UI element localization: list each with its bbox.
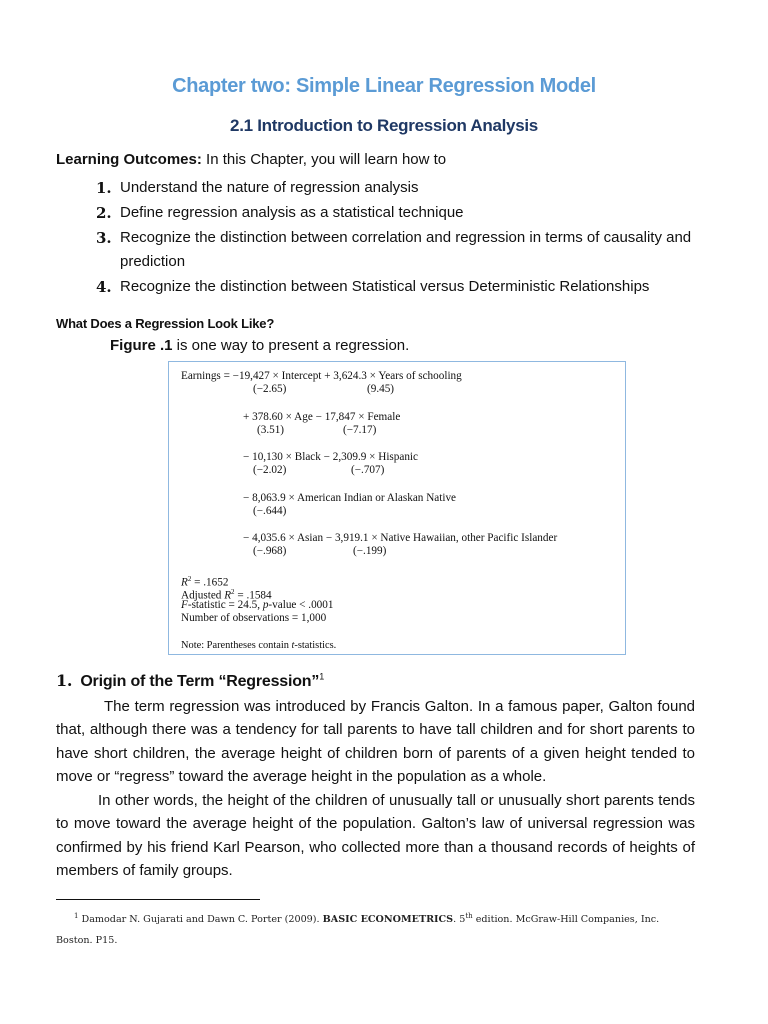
t-statistic: (−2.02) bbox=[253, 464, 287, 476]
outcome-item bbox=[96, 201, 716, 225]
figure-intro bbox=[110, 337, 409, 354]
t-statistic: (9.45) bbox=[367, 383, 395, 395]
origin-heading-number: 1. bbox=[56, 671, 73, 690]
equation-line: + 378.60 × Age − 17,847 × Female bbox=[243, 411, 401, 423]
origin-heading bbox=[56, 671, 324, 691]
outcome-number: 2. bbox=[96, 204, 112, 222]
outcome-text: Recognize the distinction between correlation and regression in terms of causality and prediction bbox=[120, 229, 692, 270]
learning-outcomes-intro-text: In this Chapter, you will learn how to bbox=[201, 151, 447, 168]
footnote-divider bbox=[56, 899, 260, 900]
footnote-number: 1 bbox=[74, 912, 79, 920]
t-statistic: (−.968) bbox=[253, 545, 287, 557]
learning-outcomes-intro bbox=[56, 151, 446, 168]
footnote-marker: 1 bbox=[319, 671, 324, 682]
t-statistic: (−7.17) bbox=[343, 424, 377, 436]
outcome-item bbox=[96, 176, 716, 200]
outcome-number: 3. bbox=[96, 229, 112, 247]
regression-figure bbox=[168, 361, 626, 655]
origin-heading-text: Origin of the Term “Regression” bbox=[80, 673, 320, 690]
equation-line: Earnings = −19,427 × Intercept + 3,624.3 × Years of schooling bbox=[181, 370, 462, 382]
regression-subheading: What Does a Regression Look Like? bbox=[56, 316, 275, 331]
t-statistic: (−.707) bbox=[351, 464, 385, 476]
chapter-title: Chapter two: Simple Linear Regression Model bbox=[172, 75, 596, 97]
book-title: BASIC ECONOMETRICS bbox=[322, 914, 454, 926]
origin-paragraph-2: In other words, the height of the children of unusually tall or unusually short parents tends to move toward the average height of the population. Galton’s law of universal regression was confirmed by his friend Karl Pearson, who collected more than a thousand records of heights of members of family groups. bbox=[56, 792, 695, 879]
learning-outcomes-label: Learning Outcomes: bbox=[56, 151, 202, 168]
t-statistic: (−2.65) bbox=[253, 383, 287, 395]
t-statistic: (−.199) bbox=[353, 545, 387, 557]
adjusted-r-squared: Adjusted $R^2 = .1584$ bbox=[181, 588, 272, 602]
r-squared: $R^2 = .1652$ bbox=[181, 575, 229, 589]
outcome-text: Recognize the distinction between Statistical versus Deterministic Relationships bbox=[120, 278, 650, 295]
outcome-text: Understand the nature of regression analysis bbox=[120, 179, 419, 196]
equation-line: − 10,130 × Black − 2,309.9 × Hispanic bbox=[243, 451, 419, 463]
equation-line: − 4,035.6 × Asian − 3,919.1 × Native Hawaiian, other Pacific Islander bbox=[243, 532, 558, 544]
equation-line: − 8,063.9 × American Indian or Alaskan Native bbox=[243, 492, 457, 504]
outcome-text: Define regression analysis as a statistical technique bbox=[120, 204, 464, 221]
f-statistic: F-statistic = 24.5, p-value < .0001 bbox=[181, 599, 334, 611]
learning-outcomes-list bbox=[96, 176, 716, 300]
figure-intro-text: is one way to present a regression. bbox=[172, 337, 410, 354]
figure-note: Note: Parentheses contain t-statistics. bbox=[181, 640, 337, 651]
outcome-item bbox=[96, 226, 716, 274]
t-statistic: (3.51) bbox=[257, 424, 285, 436]
footnote: $^1$ Damodar N. Gujarati and Dawn C. Porter (2009). BASIC ECONOMETRICS. 5th edition. McGraw-Hill Companies, Inc. Boston. P15. bbox=[56, 912, 660, 947]
t-statistic: (−.644) bbox=[253, 505, 287, 517]
outcome-item bbox=[96, 275, 716, 299]
outcome-number: 4. bbox=[96, 278, 112, 296]
observations: Number of observations = 1,000 bbox=[181, 612, 327, 624]
origin-paragraph-1: The term regression was introduced by Francis Galton. In a famous paper, Galton found that, although there was a tendency for tall parents to have tall children and for short parents to have short children, the average height of children born of parents of a given height tended to move or “regress” toward the average height in the population as a whole. bbox=[56, 698, 695, 785]
outcome-number: 1. bbox=[96, 179, 112, 197]
section-title: 2.1 Introduction to Regression Analysis bbox=[230, 116, 538, 135]
figure-reference: Figure .1 bbox=[110, 337, 173, 354]
